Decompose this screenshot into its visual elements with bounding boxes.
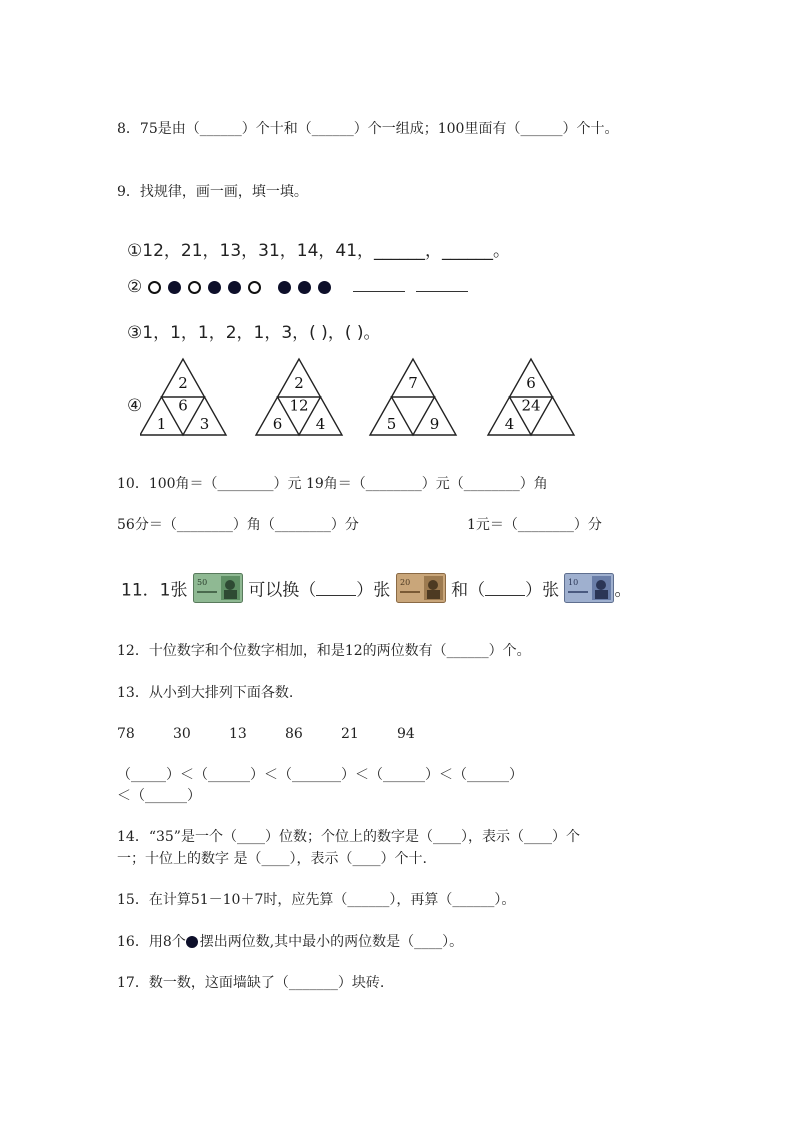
question-8: 8．75是由（______）个十和（______）个一组成；100里面有（______）个十。 (117, 121, 619, 137)
question-14-line-1: 14．“35”是一个（____）位数；个位上的数字是（____），表示（____）个 (117, 829, 580, 845)
triangle-number-right: 9 (429, 414, 440, 433)
banknote-20-icon (396, 573, 446, 608)
triangle-number-right: 3 (199, 414, 210, 433)
q9-row-1-text: 12，21，13，31，14，41，______，______。 (142, 241, 511, 261)
triangle-number-top: 7 (408, 373, 418, 392)
q13-answer-line-1: （_____）＜（______）＜（_______）＜（______）＜（______） (117, 767, 523, 783)
q11-end: 。 (614, 580, 632, 601)
number-triangle (140, 359, 226, 435)
triangle-number-top: 2 (294, 373, 304, 392)
question-10-line-2a: 56分＝（________）角（________）分 (117, 517, 359, 533)
q11-mid-3: 和（ (451, 580, 486, 601)
filled-dot-icon (186, 936, 198, 948)
question-14-line-2: 一；十位上的数字 是（____），表示（____）个十. (117, 851, 427, 867)
banknote-10-icon (564, 573, 614, 608)
q13-number: 30 (173, 726, 191, 742)
question-13-title: 13．从小到大排列下面各数. (117, 685, 294, 701)
number-triangle (370, 359, 456, 435)
question-17: 17．数一数，这面墙缺了（_______）块砖. (117, 975, 385, 991)
q13-number-list (117, 726, 453, 742)
q9-row-3-text: 1，1，1，2，1，3，( )，( )。 (142, 323, 381, 343)
q9-row-2 (127, 277, 468, 297)
triangle-number-top: 6 (526, 373, 536, 392)
q11-prefix: 11．1张 (121, 580, 188, 601)
q9-row-1 (127, 236, 510, 261)
q9-row-3 (127, 318, 380, 343)
filled-circle-icon (278, 281, 291, 294)
triangle-number-center: 12 (289, 396, 309, 415)
question-10-line-1: 10．100角＝（________）元 19角＝（________）元（________）角 (117, 476, 548, 492)
banknote-50-icon (193, 573, 243, 608)
triangle-number-right: 4 (315, 414, 326, 433)
answer-blank[interactable] (485, 582, 525, 596)
triangle-number-center: 24 (521, 396, 541, 415)
triangle-number-top: 2 (178, 373, 188, 392)
answer-blank[interactable] (353, 278, 405, 292)
question-15: 15．在计算51－10＋7时，应先算（______），再算（______）。 (117, 892, 516, 908)
filled-circle-icon (298, 281, 311, 294)
q9-row-3-marker: ③ (127, 323, 143, 343)
q13-number: 94 (397, 726, 415, 742)
filled-circle-icon (318, 281, 331, 294)
answer-blank[interactable] (316, 582, 356, 596)
triangle-puzzles (140, 355, 600, 439)
q11-mid-2: ）张 (356, 580, 391, 601)
circle-pattern (148, 277, 338, 297)
question-12: 12．十位数字和个位数字相加，和是12的两位数有（______）个。 (117, 643, 531, 659)
triangle-number-left: 4 (504, 414, 515, 433)
q11-mid-1: 可以换（ (248, 580, 317, 601)
triangle-inner-outline (392, 397, 435, 435)
question-9-title: 9．找规律，画一画，填一填。 (117, 184, 308, 200)
number-triangle (488, 359, 574, 435)
answer-blank[interactable] (416, 278, 468, 292)
triangle-number-left: 6 (272, 414, 283, 433)
triangle-number-left: 5 (386, 414, 397, 433)
q9-row-2-marker: ② (127, 277, 143, 297)
q9-row-1-marker: ① (127, 241, 143, 261)
triangle-number-center: 6 (178, 396, 188, 415)
q13-number: 86 (285, 726, 303, 742)
q13-answer-line-2: ＜（______） (117, 788, 201, 804)
banknote-20-value: 20 (399, 578, 410, 587)
open-circle-icon (148, 281, 161, 294)
q11-mid-4: ）张 (525, 580, 560, 601)
filled-circle-icon (168, 281, 181, 294)
filled-circle-icon (228, 281, 241, 294)
question-16 (117, 931, 463, 951)
open-circle-icon (248, 281, 261, 294)
open-circle-icon (188, 281, 201, 294)
q16-before: 16．用8个 (117, 934, 186, 950)
q16-after: 摆出两位数,其中最小的两位数是（____）。 (199, 934, 464, 950)
q13-number: 21 (341, 726, 359, 742)
banknote-10-value: 10 (568, 578, 579, 587)
q9-row-4-marker: ④ (127, 396, 143, 416)
question-10-line-2b: 1元＝（________）分 (467, 517, 602, 533)
banknote-50-value: 50 (196, 578, 208, 587)
question-11 (121, 573, 631, 608)
q13-number: 13 (229, 726, 247, 742)
triangle-number-left: 1 (156, 414, 167, 433)
filled-circle-icon (208, 281, 221, 294)
q13-number: 78 (117, 726, 135, 742)
number-triangle (256, 359, 342, 435)
